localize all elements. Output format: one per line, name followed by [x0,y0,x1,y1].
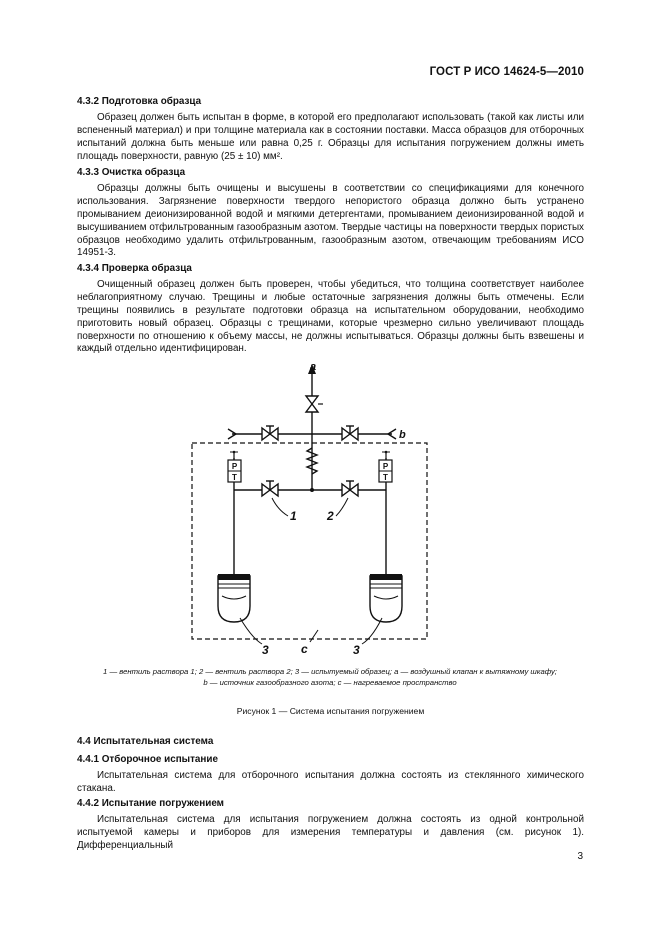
section-text: Испытательная система для отборочного испытания должна состоять из стеклянного химического стакана. [77,769,584,794]
figure-legend [60,666,600,688]
section-text: Испытательная система для испытания погружением должна состоять из одной контрольной испытуемой камеры и приборов для измерения температуры и давления (см. рисунок 1). Дифференциальный [77,813,584,851]
air-valve-icon [306,396,318,412]
right-p-label: P [382,462,389,471]
legend-line-2: b — источник газообразного азота; c — нагреваемое пространство [203,678,457,687]
right-t-label: T [383,473,388,482]
figure-1-diagram [170,360,470,660]
section-text: Образец должен быть испытан в форме, в которой его предполагают использовать (такой как листы или вспененный материал) и при толщине материала как в состоянии поставки. Масса образцов для отборочных испытаний должна быть меньше или равна 0,25 г. Образцы для испытания погружением должны иметь площадь поверхности, равную (25 ± 10) мм². [77,111,584,162]
section-title: 4.3.4 Проверка образца [77,263,192,274]
leader-3-left [240,618,262,644]
section-4-3-3 [77,167,584,263]
label-a: a [310,361,317,373]
left-t-label: T [232,473,237,482]
leader-2 [336,498,348,516]
leader-3-right [362,618,382,644]
page-number: 3 [577,851,583,862]
label-3-right: 3 [353,643,360,657]
section-title: 4.3.2 Подготовка образца [77,96,202,107]
leader-1 [272,498,288,516]
label-c: c [301,642,308,656]
label-2: 2 [327,509,334,523]
section-title: 4.4.2 Испытание погружением [77,798,224,809]
section-text: Образцы должны быть очищены и высушены в соответствии со спецификациями для конечного использования. Загрязнение поверхности твердого непористого образца должно быть устранено промыванием деионизированной водой и мягкими детергентами, промыванием деионизированной водой и высушиванием отфильтрованным газообразным азотом. Твердые частицы на поверхности твердых пористых образцов необходимо удалить отфильтрованным, газообразным азотом, отвечающим требованиям ИСО 14951-3. [77,182,584,259]
right-test-chamber [370,574,402,622]
left-p-label: P [231,462,238,471]
section-4-3-4 [77,263,584,359]
section-4-4-2 [77,798,584,856]
section-title: 4.4 Испытательная система [77,736,214,747]
label-3-left: 3 [262,643,269,657]
section-title: 4.4.1 Отборочное испытание [77,754,218,765]
section-4-4-1 [77,754,584,799]
section-4-4 [77,736,584,752]
left-test-chamber [218,574,250,622]
leader-c [310,630,318,642]
figure-caption: Рисунок 1 — Система испытания погружением [236,706,425,716]
label-b: b [399,429,406,441]
section-4-3-2 [77,96,584,167]
section-text: Очищенный образец должен быть проверен, чтобы убедиться, что толщина соответствует наиболее неблагоприятному случаю. Трещины и любые остаточные загрязнения должны быть отмечены. Если трещины появились в результате подготовки образца на испытательном оборудовании, необходимо приготовить новый образец. Образцы с трещинами, которые чрезмерно сильно увеличивают площадь поверхности по отношению к объему массы, не должны испытываться. Образцы должны быть взвешены и каждый отдельно идентифицирован. [77,278,584,355]
label-1: 1 [290,509,297,523]
legend-line-1: 1 — вентиль раствора 1; 2 — вентиль раствора 2; 3 — испытуемый образец; a — воздушный клапан к вытяжному шкафу; [103,667,557,676]
section-title: 4.3.3 Очистка образца [77,167,186,178]
document-code: ГОСТ Р ИСО 14624-5—2010 [429,66,584,78]
